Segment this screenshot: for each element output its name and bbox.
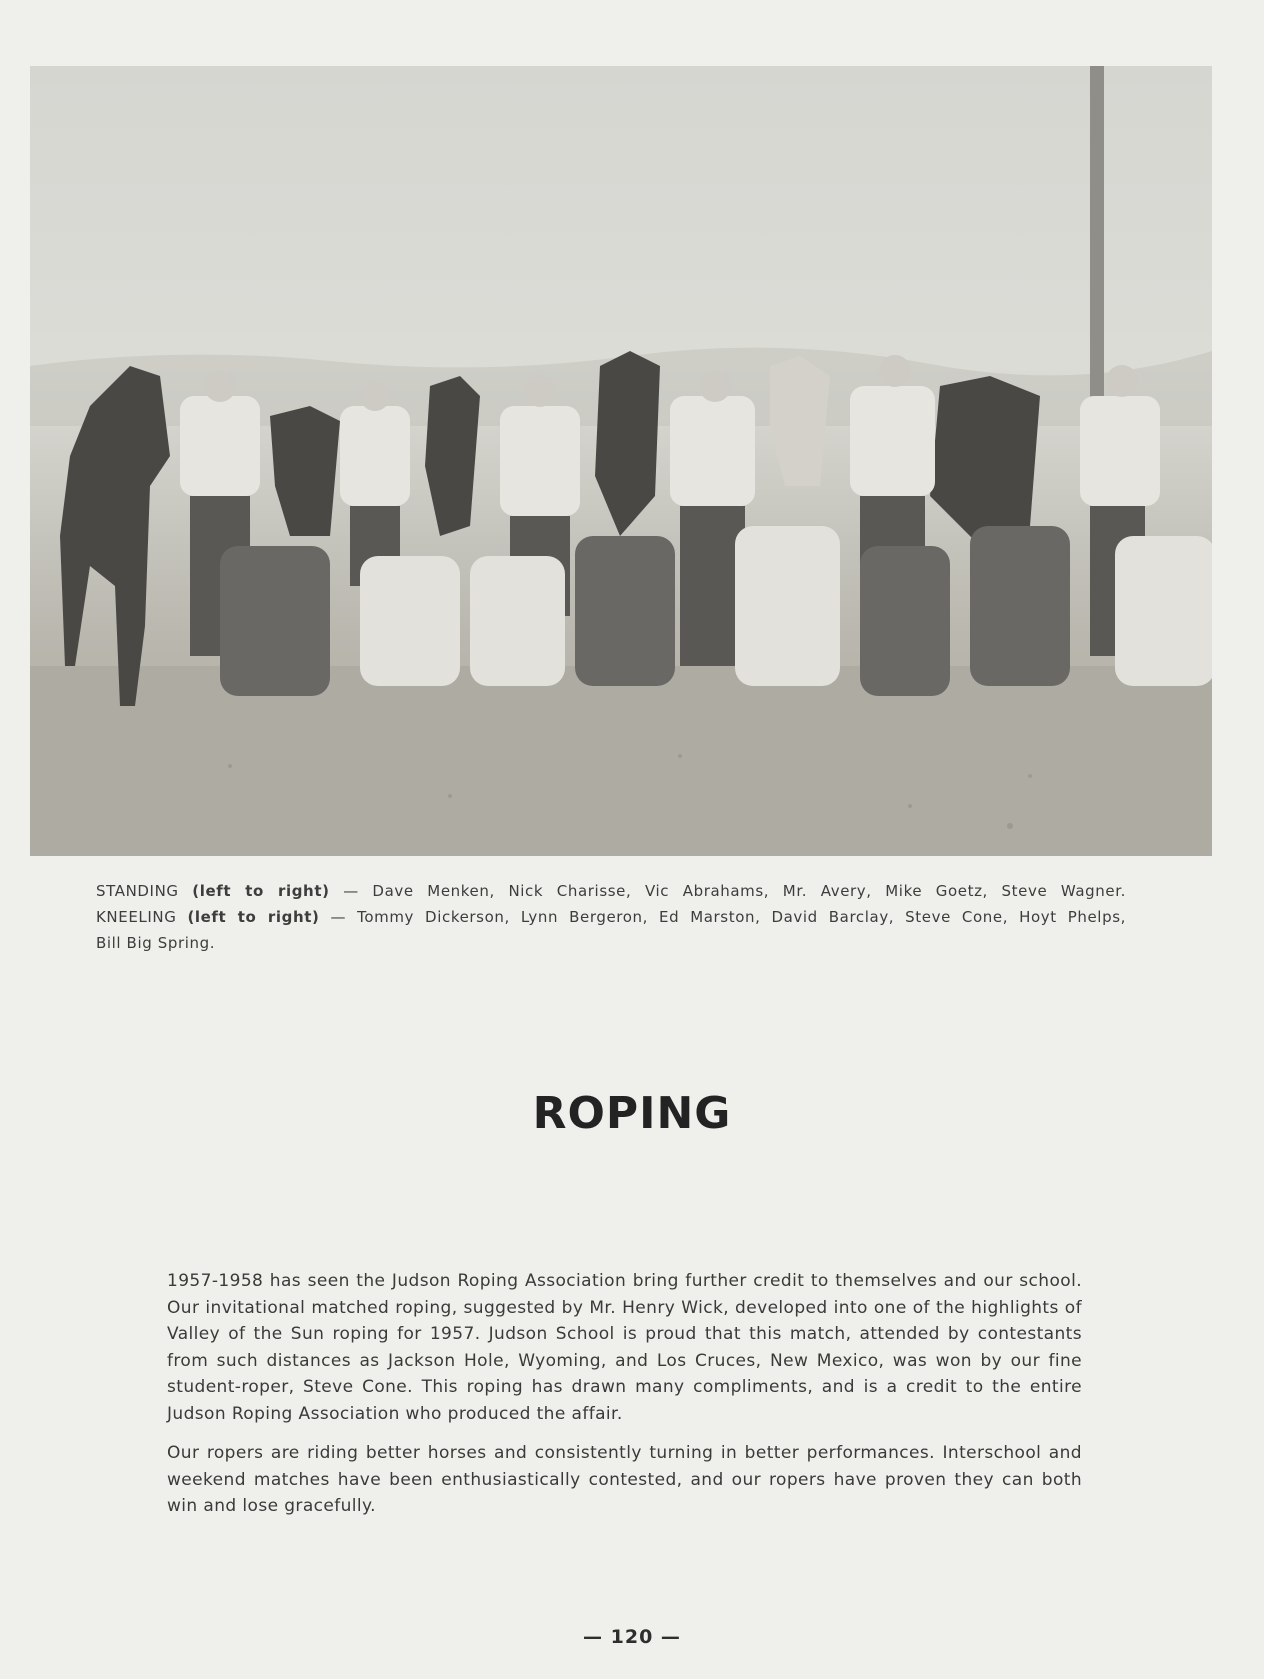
photo-caption: [96, 878, 1126, 956]
paragraph-2: Our ropers are riding better horses and consistently turning in better performances. Interschool and weekend matches have been enthusiastically contested, and our ropers have proven they can both win and lose gracefully.: [167, 1443, 1082, 1516]
team-photo: [30, 66, 1212, 856]
paragraph-1: 1957-1958 has seen the Judson Roping Association bring further credit to themselves and our school. Our invitational matched roping, suggested by Mr. Henry Wick, developed into one of the highlights of Valley of the Sun roping for 1957. Judson School is proud that this match, attended by contestants from such distances as Jackson Hole, Wyoming, and Los Cruces, New Mexico, was won by our fine student-roper, Steve Cone. This roping has drawn many compliments, and is a credit to the entire Judson Roping Association who produced the affair.: [167, 1271, 1082, 1424]
caption-kneeling-line-cont: Bill Big Spring.: [96, 934, 216, 952]
caption-standing-direction: (left to right): [192, 882, 330, 900]
caption-standing-label: STANDING: [96, 882, 179, 900]
caption-standing-names: — Dave Menken, Nick Charisse, Vic Abrahams, Mr. Avery, Mike Goetz, Steve Wagner.: [343, 882, 1126, 900]
page-title: ROPING: [532, 1088, 732, 1139]
caption-kneeling-names: — Tommy Dickerson, Lynn Bergeron, Ed Marston, David Barclay, Steve Cone, Hoyt Phelps,: [330, 908, 1126, 926]
team-photo-image: [30, 66, 1212, 856]
article-body: [167, 1268, 1082, 1533]
caption-kneeling-line: [96, 904, 1126, 930]
caption-kneeling-label: KNEELING: [96, 908, 177, 926]
caption-kneeling-direction: (left to right): [187, 908, 320, 926]
caption-standing-line: [96, 878, 1126, 904]
page-number: — 120 —: [583, 1626, 681, 1648]
